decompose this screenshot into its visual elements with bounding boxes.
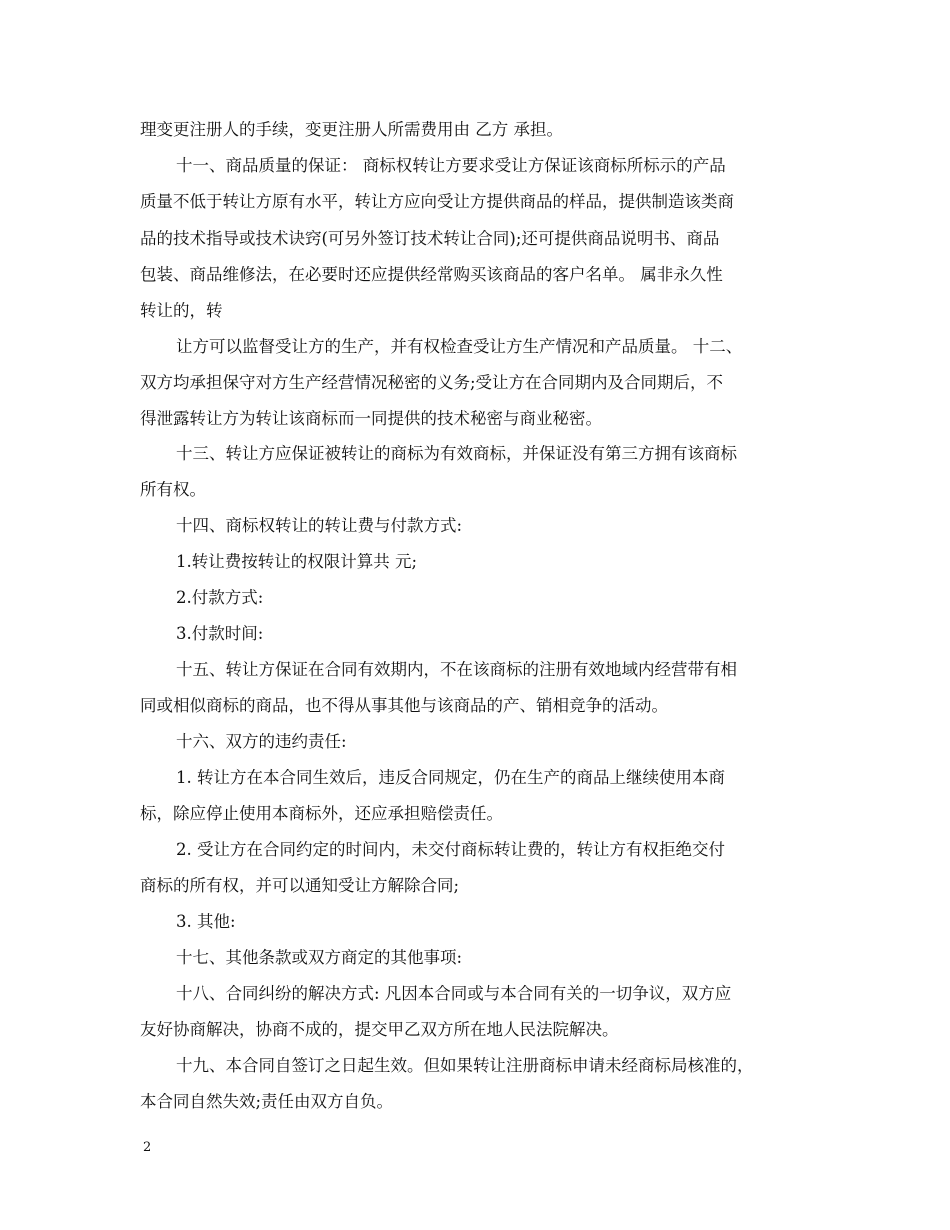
- page-number: 2: [143, 1140, 152, 1155]
- text-line: 1.转让费按转让的权限计算共 元;: [176, 552, 418, 571]
- text-line: 十六、双方的违约责任:: [176, 732, 347, 751]
- text-line: 商标的所有权，并可以通知受让方解除合同;: [140, 876, 460, 895]
- text-line: 双方均承担保守对方生产经营情况秘密的义务;受让方在合同期内及合同期后，不: [140, 373, 724, 392]
- text-line: 十四、商标权转让的转让费与付款方式:: [176, 516, 463, 535]
- text-line: 十三、转让方应保证被转让的商标为有效商标，并保证没有第三方拥有该商标: [176, 444, 737, 463]
- text-line: 十五、转让方保证在合同有效期内，不在该商标的注册有效地域内经营带有相: [176, 660, 737, 679]
- text-line: 同或相似商标的商品，也不得从事其他与该商品的产、销相竞争的活动。: [140, 696, 668, 715]
- text-line: 理变更注册人的手续，变更注册人所需费用由 乙方 承担。: [140, 120, 563, 139]
- text-line: 十九、本合同自签订之日起生效。但如果转让注册商标申请未经商标局核准的，: [176, 1056, 754, 1075]
- text-line: 十七、其他条款或双方商定的其他事项:: [176, 948, 463, 967]
- text-line: 3. 其他:: [176, 912, 236, 931]
- text-line: 3.付款时间:: [176, 624, 264, 643]
- text-line: 本合同自然失效;责任由双方自负。: [140, 1092, 394, 1111]
- text-line: 转让的，转: [140, 301, 223, 320]
- text-line: 友好协商解决，协商不成的，提交甲乙双方所在地人民法院解决。: [140, 1020, 619, 1039]
- text-line: 品的技术指导或技术诀窍(可另外签订技术转让合同);还可提供商品说明书、商品: [140, 229, 720, 248]
- text-line: 十八、合同纠纷的解决方式: 凡因本合同或与本合同有关的一切争议，双方应: [176, 984, 732, 1003]
- text-line: 包装、商品维修法，在必要时还应提供经常购买该商品的客户名单。 属非永久性: [140, 265, 723, 284]
- text-line: 1. 转让方在本合同生效后，违反合同规定，仍在生产的商品上继续使用本商: [176, 768, 725, 787]
- text-line: 质量不低于转让方原有水平，转让方应向受让方提供商品的样品，提供制造该类商: [140, 192, 734, 211]
- text-line: 2. 受让方在合同约定的时间内，未交付商标转让费的，转让方有权拒绝交付: [176, 840, 725, 859]
- text-line: 2.付款方式:: [176, 588, 264, 607]
- text-line: 得泄露转让方为转让该商标而一同提供的技术秘密与商业秘密。: [140, 409, 602, 428]
- text-line: 所有权。: [140, 480, 206, 499]
- text-line: 让方可以监督受让方的生产，并有权检查受让方生产情况和产品质量。 十二、: [176, 337, 743, 356]
- text-line: 十一、商品质量的保证： 商标权转让方要求受让方保证该商标所标示的产品: [176, 156, 726, 175]
- text-line: 标，除应停止使用本商标外，还应承担赔偿责任。: [140, 804, 503, 823]
